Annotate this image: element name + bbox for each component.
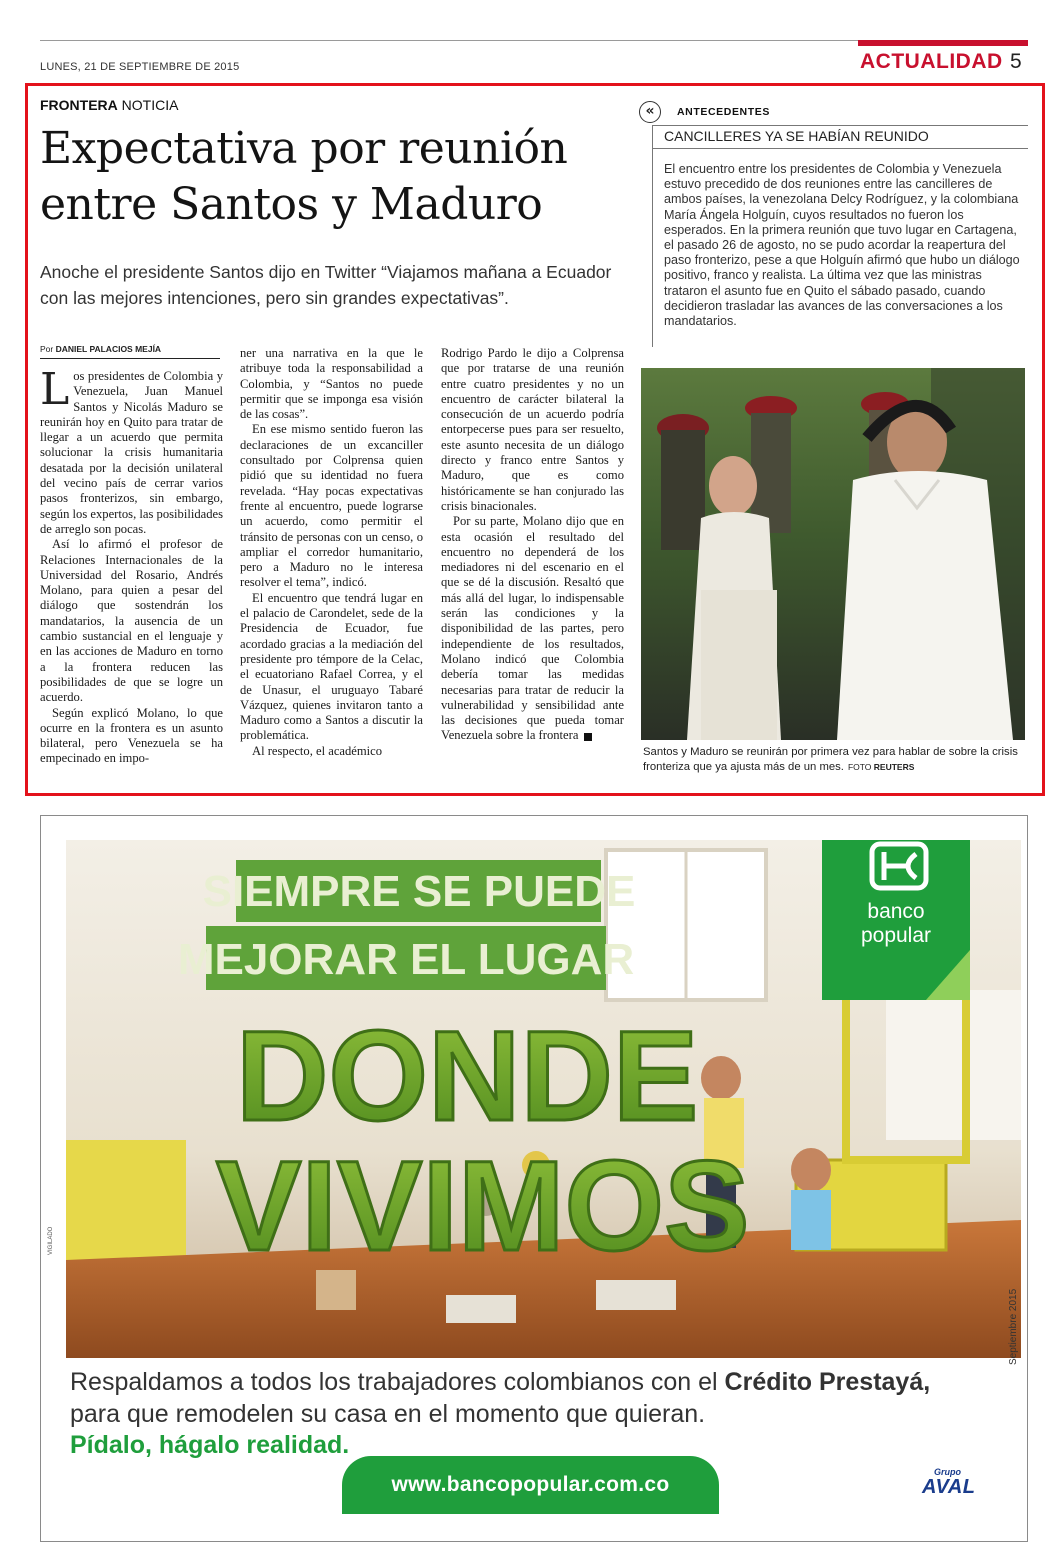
paragraph	[40, 364, 223, 537]
ad-brand-line1: banco	[867, 900, 925, 923]
double-chevron-left-icon: «	[639, 101, 661, 123]
ad-brand-line2: popular	[860, 924, 932, 947]
ad-copy-line1-text: Respaldamos a todos los trabajadores colombianos con el	[70, 1368, 725, 1396]
ad-regulatory-mark: VIGILADO	[48, 1226, 54, 1255]
kicker-topic: FRONTERA	[40, 97, 118, 113]
ad-product-name: Crédito Prestayá,	[724, 1368, 931, 1396]
paragraph: ner una narrativa en la que le atribuye toda la responsabilidad a Colombia, y “Santos no puede permitir que se imponga esa visión de las cosas”.	[240, 346, 423, 422]
ad-slogan-line1: SIEMPRE SE PUEDE	[202, 867, 636, 916]
byline-author: DANIEL PALACIOS MEJÍA	[55, 344, 162, 354]
sidebar-label: ANTECEDENTES	[677, 106, 770, 118]
section-name: ACTUALIDAD	[860, 50, 1003, 73]
byline-prefix: Por	[40, 344, 56, 354]
credit-source: REUTERS	[873, 761, 915, 772]
photo-caption	[643, 745, 1023, 774]
paragraph: Según explicó Molano, lo que ocurre en la frontera es un asunto bilateral, pero Venezuela se ha empecinado en impo-	[40, 705, 223, 766]
caption-text: Santos y Maduro se reunirán por primera vez para hablar de sobre la crisis fronteriza que ya ajusta más de un mes.	[643, 746, 1018, 773]
byline	[40, 344, 220, 359]
page-number: 5	[1010, 50, 1022, 73]
ad-big-line2: VIVIMOS	[216, 1135, 750, 1278]
sidebar-text: El encuentro entre los presidentes de Colombia y Venezuela estuvo precedido de dos reuniones entre las cancilleres de ambos países, la venezolana Delcy Rodríguez, y la colombiana María Ángela Holguín, cuyos resultados no fueron los esperados. En la primera reunión que tuvo lugar en Cartagena, el pasado 26 de agosto, no se pudo acordar la reapertura del paso fronterizo, pese a que Holguín afirmó que hubo un diálogo positivo, franco y realista. La última vez que las ministras trataron el asunto fue en Quito el sábado pasado, cuando decidieron trasladar las avances de las conversaciones a los mandatarios.	[664, 162, 1020, 329]
ad-copy-line1	[70, 1366, 1010, 1398]
article-lead: Anoche el presidente Santos dijo en Twitter “Viajamos mañana a Ecuador con las mejores intenciones, pero sin grandes expectativas”.	[40, 262, 612, 308]
paragraph: Al respecto, el académico	[252, 743, 383, 758]
paragraph: El encuentro que tendrá lugar en el palacio de Carondelet, sede de la Presidencia de Ecuador, fue acordado gracias a la mediación del presidente pro témpore de la Celac, el ecuatoriano Rafael Correa, y el de Unasur, el uruguayo Tabaré Vázquez, quienes invitaron tanto a Maduro como a Santos a discutir la problemática.	[240, 590, 423, 743]
article-column-3	[441, 346, 624, 744]
aval-group-label: Grupo	[934, 1467, 961, 1477]
ad-date-vertical: Septiembre 2015	[1008, 1288, 1019, 1365]
article-column-2	[240, 346, 423, 759]
sidebar-rule	[652, 125, 653, 347]
ad-website-link[interactable]: www.bancopopular.com.co	[342, 1456, 719, 1514]
article-kicker	[40, 97, 178, 113]
article-headline: Expectativa por reunión entre Santos y Maduro	[40, 123, 568, 230]
ad-call-to-action: Pídalo, hágalo realidad.	[70, 1431, 350, 1459]
ad-illustration	[66, 840, 1021, 1358]
ad-copy	[70, 1366, 1010, 1430]
paragraph: Rodrigo Pardo le dijo a Colprensa que por tratarse de una reunión entre cuatro presidentes y no un encuentro de carácter bilateral la consecución de un acuerdo podría entorpecerse pues para ser resuelto, este asunto necesita de un diálogo directo y franco entre Santos y Maduro, que es como históricamente se han conjurado las crisis binacionales.	[441, 346, 624, 513]
kicker-type: NOTICIA	[117, 97, 179, 113]
article-column-1	[40, 364, 223, 767]
photo-credit	[848, 762, 914, 772]
ad-copy-line2: para que remodelen su casa en el momento que quieran.	[70, 1400, 706, 1428]
issue-date: LUNES, 21 DE SEPTIEMBRE DE 2015	[40, 61, 240, 73]
credit-prefix: FOTO	[847, 761, 872, 772]
sidebar-title: CANCILLERES YA SE HABÍAN REUNIDO	[652, 125, 1028, 149]
paragraph	[441, 514, 624, 743]
paragraph-text: Por su parte, Molano dijo que en esta ocasión el resultado del encuentro no dependerá de los mediadores ni del escenario en el que se dé la discusión. Resaltó que más allá del lugar, lo indispensable serán las condiciones y la disponibilidad de las partes, pero independiente de los resultados, Molano indicó que Colombia debería tomar las medidas necesarias para tratar de reducir la vulnerabilidad y sensibilidad ante las decisiones que pueda tomar Venezuela sobre la frontera	[441, 514, 624, 743]
aval-logo: AVAL	[922, 1476, 976, 1498]
presidents-photo	[641, 368, 1025, 740]
paragraph: En ese mismo sentido fueron las declaraciones de un excanciller consultado por Colprensa quien pidió que su identidad no fuera revelada. “Hay pocas expectativas frente al encuentro, puede lograrse un acuerdo, como permitir el tránsito de personas con un censo, o ampliar el corredor humanitario, pero a Maduro no le interesa resolver el tema”, indicó.	[240, 422, 423, 590]
ad-big-line1: DONDE	[236, 1005, 699, 1148]
paragraph-text: os presidentes de Colombia y Venezuela, Juan Manuel Santos y Nicolás Maduro se reunirán hoy en Quito para tratar de llegar a un acuerdo que permita solucionar la crisis humanitaria desatada por la decisión unilateral del vecino país de cerrar varios pasos fronterizos, sin embargo, según los expertos, las posibilidades de arreglo son pocas.	[40, 369, 223, 536]
section-color-bar	[858, 40, 1028, 46]
ad-slogan-line2: MEJORAR EL LUGAR	[177, 935, 635, 984]
drop-cap: L	[40, 364, 70, 415]
paragraph: Así lo afirmó el profesor de Relaciones Internacionales de la Universidad del Rosario, Andrés Molano, para quien a pesar del diálogo que sostendrán los mandatarios, la ausencia de un cambio sustancial en el lenguaje y en las acciones de Maduro en torno a la frontera reducen las posibilidades de que se logre un acuerdo.	[40, 537, 223, 705]
end-of-article-icon	[584, 733, 592, 741]
